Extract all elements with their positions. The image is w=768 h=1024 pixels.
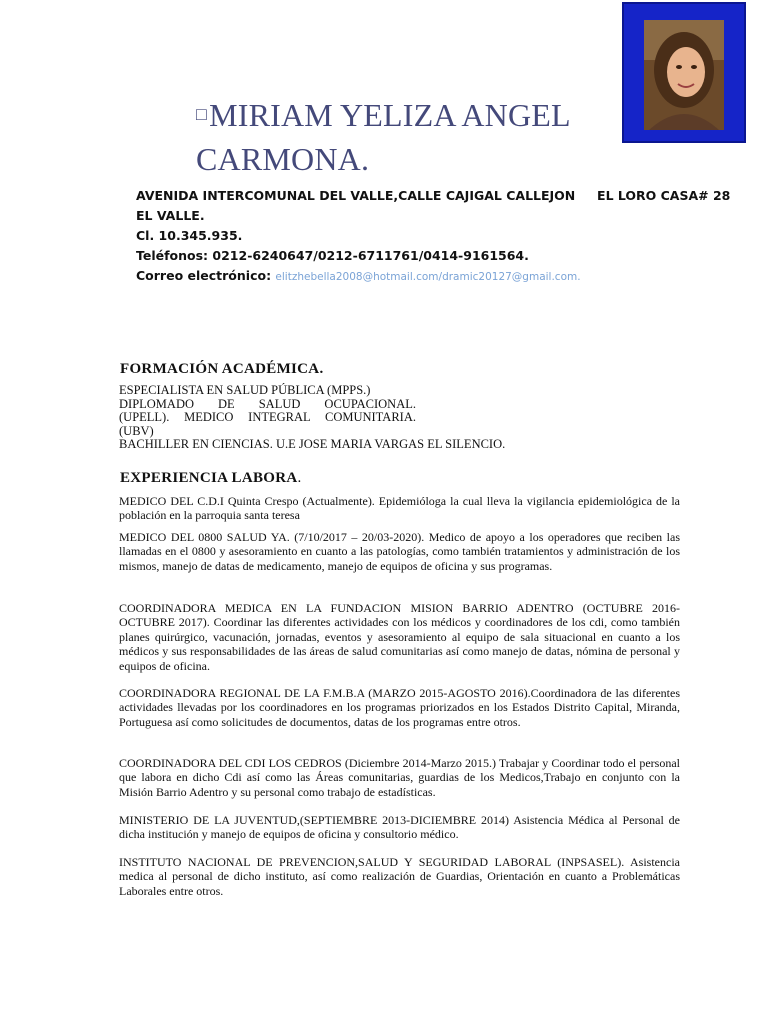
experience-item: COORDINADORA DEL CDI LOS CEDROS (Diciembre 2014-Marzo 2015.) Trabajar y Coordinar todo el personal que labora en dicho Cdi así como las Áreas comunitarias, guardias de los Medicos,Trabajo en conjunto con la Misión Barrio Adentro y su personal como trabajo de estadísticas. bbox=[119, 756, 680, 799]
candidate-name bbox=[196, 92, 626, 181]
email-label: Correo electrónico: bbox=[136, 268, 276, 283]
experience-item: MEDICO DEL 0800 SALUD YA. (7/10/2017 – 20/03-2020). Medico de apoyo a los operadores que reciben las llamadas en el 0800 y asesoramiento en cuanto a las patologías, como también tratamientos y administración de los mismos, manejo de datas de medicamento, manejo de equipos de oficina y sus programas. bbox=[119, 530, 680, 573]
education-item: (UBV) bbox=[119, 423, 154, 438]
profile-photo bbox=[644, 20, 724, 130]
experience-item: COORDINADORA MEDICA EN LA FUNDACION MISION BARRIO ADENTRO (OCTUBRE 2016-OCTUBRE 2017). Coordinar las diferentes actividades con los médicos y coordinadores de los cdi, como también planes quirúrgico, vacunación, jornadas, eventos y asesoramiento al equipo de sala situacional en cuanto a los médicos y sus responsabilidades de las áreas de salud comunitarias así como manejo de datas, nómina de personal y equipos de oficina. bbox=[119, 601, 680, 673]
phone-numbers: Teléfonos: 0212-6240647/0212-6711761/0414-9161564. bbox=[136, 248, 529, 263]
email-row bbox=[136, 266, 696, 287]
id-number: Cl. 10.345.935. bbox=[136, 228, 243, 243]
email-link[interactable]: elitzhebella2008@hotmail.com/dramic20127@gmail.com. bbox=[275, 271, 581, 283]
education-list bbox=[119, 383, 506, 452]
profile-photo-frame bbox=[622, 2, 746, 143]
education-item: BACHILLER EN CIENCIAS. U.E JOSE MARIA VARGAS EL SILENCIO. bbox=[119, 437, 506, 452]
name-line-2: CARMONA. bbox=[196, 141, 370, 177]
address-line-2: EL VALLE. bbox=[136, 208, 205, 223]
experience-item: MINISTERIO DE LA JUVENTUD,(SEPTIEMBRE 2013-DICIEMBRE 2014) Asistencia Médica al Personal de dicha institución y manejo de equipos de oficina y consultorio médico. bbox=[119, 813, 680, 842]
experience-item: MEDICO DEL C.D.I Quinta Crespo (Actualmente). Epidemióloga la cual lleva la vigilancia epidemiológica de la población en la parroquia santa teresa bbox=[119, 494, 680, 523]
experience-item: COORDINADORA REGIONAL DE LA F.M.B.A (MARZO 2015-AGOSTO 2016).Coordinadora de las diferentes actividades llevadas por los coordinadores en los programas priorizados en los Estados Distrito Capital, Miranda, Portuguesa así como solicitudes de documentos, datas de los programas entre otros. bbox=[119, 686, 680, 729]
address-line-1: AVENIDA INTERCOMUNAL DEL VALLE,CALLE CAJIGAL CALLEJON EL LORO CASA# 28 bbox=[136, 188, 731, 203]
experience-item: INSTITUTO NACIONAL DE PREVENCION,SALUD Y SEGURIDAD LABORAL (INPSASEL). Asistencia medica al personal de dicho instituto, así como realización de Guardias, Orientación en cuanto a Problemáticas Laborales entre otros. bbox=[119, 855, 680, 898]
bullet-glyph: □ bbox=[196, 104, 208, 124]
experience-heading: EXPERIENCIA LABORA. bbox=[120, 470, 302, 486]
education-item: DIPLOMADO DE SALUD OCUPACIONAL. bbox=[119, 396, 416, 411]
education-item: ESPECIALISTA EN SALUD PÚBLICA (MPPS.) bbox=[119, 383, 371, 397]
contact-block bbox=[136, 186, 731, 287]
education-item: (UPELL). MEDICO INTEGRAL COMUNITARIA. bbox=[119, 410, 416, 425]
education-heading: FORMACIÓN ACADÉMICA. bbox=[120, 361, 324, 377]
name-line-1: MIRIAM YELIZA ANGEL bbox=[209, 97, 571, 133]
